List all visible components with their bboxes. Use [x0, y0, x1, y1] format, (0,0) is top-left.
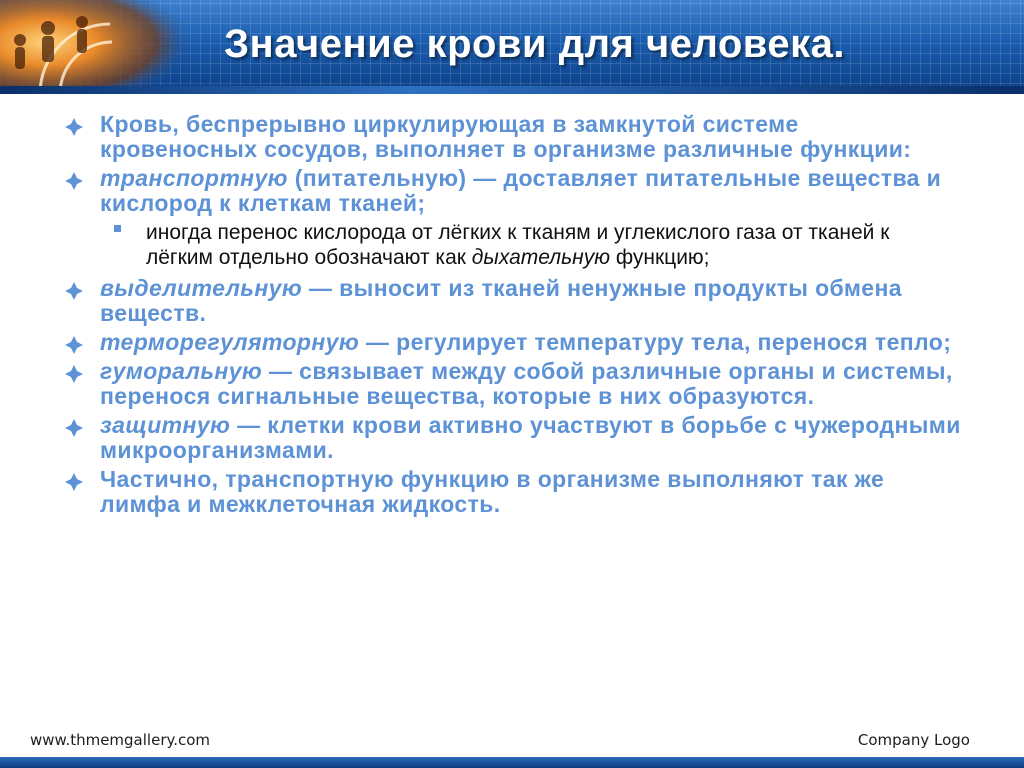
bullet-text: (питательную) — доставляет питательные вещества и кислород к клеткам тканей;	[100, 165, 942, 216]
header-banner	[0, 0, 1024, 94]
diamond-bullet-icon	[64, 472, 84, 492]
footer-bar	[0, 757, 1024, 768]
bullet-text: — выносит из тканей ненужные продукты обмена веществ.	[100, 275, 902, 326]
header-divider	[0, 86, 1024, 94]
bullet-emphasis: защитную	[100, 412, 231, 438]
bullet-text: Частично, транспортную функцию в организме выполняют так же лимфа и межклеточная жидкость.	[100, 466, 885, 517]
sub-list-item	[62, 220, 962, 270]
slide-title: Значение крови для человека.	[224, 22, 845, 66]
bullet-list	[62, 112, 962, 521]
diamond-bullet-icon	[64, 281, 84, 301]
list-item	[62, 166, 962, 216]
decorative-figures-image	[0, 0, 210, 94]
bullet-emphasis: гуморальную	[100, 358, 263, 384]
subbullet-text: иногда перенос кислорода от лёгких к тканям и углекислого газа от тканей к лёгким отдельно обозначают как	[146, 221, 890, 269]
diamond-bullet-icon	[64, 171, 84, 191]
subbullet-text-end: функцию;	[610, 246, 710, 269]
diamond-bullet-icon	[64, 418, 84, 438]
footer-website: www.thmemgallery.com	[30, 731, 211, 749]
list-item	[62, 330, 962, 355]
list-item	[62, 359, 962, 409]
bullet-emphasis: выделительную	[100, 275, 303, 301]
bullet-text: — связывает между собой различные органы и системы, перенося сигнальные вещества, которые в них образуются.	[100, 358, 953, 409]
bullet-text: — клетки крови активно участвуют в борьбе с чужеродными микроорганизмами.	[100, 412, 961, 463]
diamond-bullet-icon	[64, 117, 84, 137]
diamond-bullet-icon	[64, 364, 84, 384]
list-item	[62, 467, 962, 517]
list-item	[62, 413, 962, 463]
bullet-emphasis: терморегуляторную	[100, 329, 360, 355]
bullet-text: — регулирует температуру тела, перенося тепло;	[359, 329, 952, 355]
subbullet-emphasis: дыхательную	[471, 246, 610, 269]
list-item	[62, 276, 962, 326]
diamond-bullet-icon	[64, 335, 84, 355]
footer-company-logo: Company Logo	[857, 731, 970, 749]
bullet-emphasis: транспортную	[100, 165, 288, 191]
bullet-text: Кровь, беспрерывно циркулирующая в замкнутой системе кровеносных сосудов, выполняет в организме различные функции:	[100, 111, 912, 162]
list-item	[62, 112, 962, 162]
square-bullet-icon	[114, 225, 121, 232]
